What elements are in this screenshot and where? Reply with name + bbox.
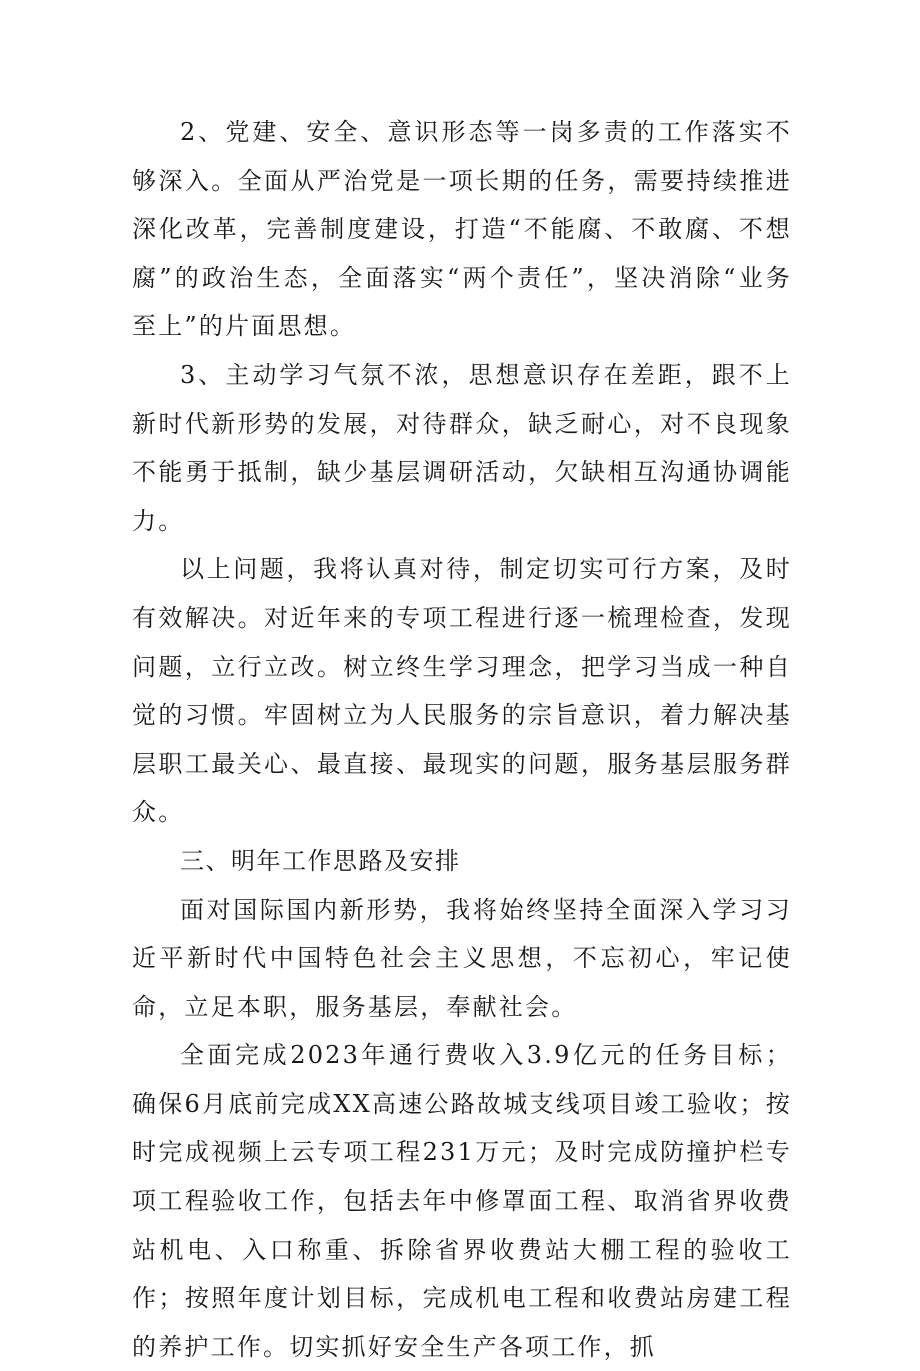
- paragraph-item-3: 3、主动学习气氛不浓，思想意识存在差距，跟不上新时代新形势的发展，对待群众，缺乏耐心，对不良现象不能勇于抵制，缺少基层调研活动，欠缺相互沟通协调能力。: [132, 360, 792, 535]
- paragraph-targets: 全面完成2023年通行费收入3.9亿元的任务目标；确保6月底前完成XX高速公路故城支线项目竣工验收；按时完成视频上云专项工程231万元；及时完成防撞护栏专项工程验收工作，包括去年中修罩面工程、取消省界收费站机电、入口称重、拆除省界收费站大棚工程的验收工作；按照年度计划目标，完成机电工程和收费站房建工程的养护工作。切实抓好安全生产各项工作，抓: [132, 1041, 792, 1361]
- section-heading-3: 三、明年工作思路及安排: [180, 846, 461, 875]
- document-body: [132, 108, 792, 1371]
- paragraph-item-2: 2、党建、安全、意识形态等一岗多责的工作落实不够深入。全面从严治党是一项长期的任务，需要持续推进深化改革，完善制度建设，打造“不能腐、不敢腐、不想腐”的政治生态，全面落实“两个责任”，坚决消除“业务至上”的片面思想。: [132, 118, 792, 341]
- paragraph-outlook: 面对国际国内新形势，我将始终坚持全面深入学习习近平新时代中国特色社会主义思想，不忘初心，牢记使命，立足本职，服务基层，奉献社会。: [132, 895, 792, 1021]
- paragraph-rectification: 以上问题，我将认真对待，制定切实可行方案，及时有效解决。对近年来的专项工程进行逐一梳理检查，发现问题，立行立改。树立终生学习理念，把学习当成一种自觉的习惯。牢固树立为人民服务的宗旨意识，着力解决基层职工最关心、最直接、最现实的问题，服务基层服务群众。: [132, 555, 792, 827]
